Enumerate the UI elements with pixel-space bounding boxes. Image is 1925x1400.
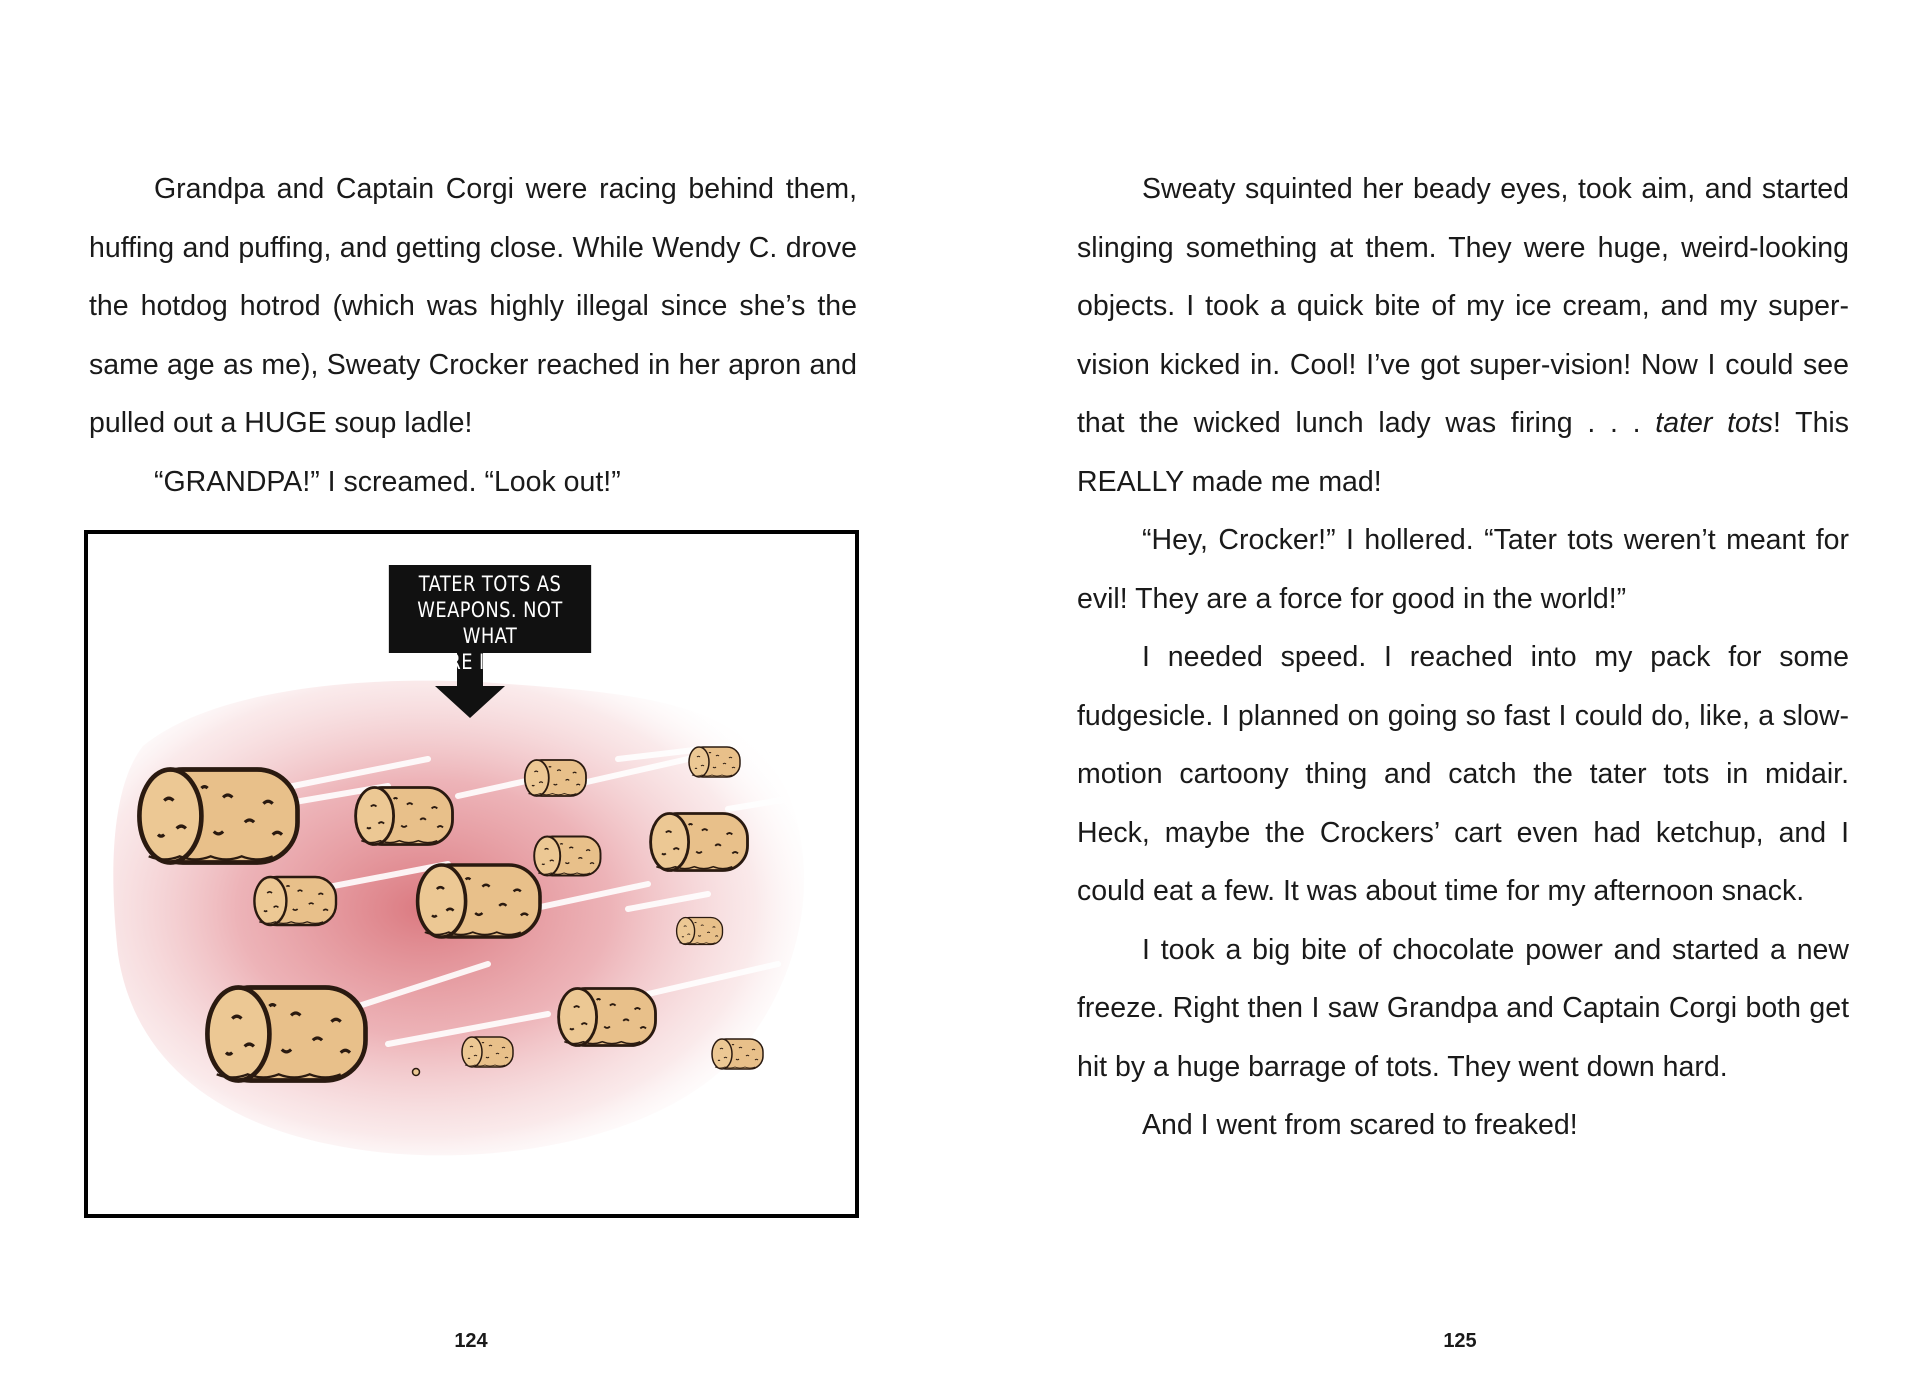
illustration-panel: [84, 530, 859, 1218]
paragraph: Grandpa and Captain Corgi were racing behind them, huffing and puffing, and getting close. While Wendy C. drove the hotdog hotrod (which was highly illegal since she’s the same age as me), Sweaty Crocker reached in her apron and pulled out a HUGE soup ladle!: [89, 173, 857, 439]
caption-box: [389, 565, 591, 674]
right-page: [962, 0, 1925, 1400]
caption-line: TATER TOTS AS: [418, 572, 562, 596]
paragraph: I took a big bite of chocolate power and started a new freeze. Right then I saw Grandpa and Captain Corgi both get hit by a huge barrage of tots. They went down hard.: [1077, 933, 1849, 1083]
paragraph: “GRANDPA!” I screamed. “Look out!”: [154, 465, 621, 498]
tater-tot: [418, 865, 540, 937]
tater-tot: [712, 1039, 763, 1069]
page-number: 124: [454, 1330, 488, 1352]
tater-tot: [525, 760, 586, 796]
emphasized-text: tater tots: [1655, 407, 1774, 439]
tater-tot: [677, 918, 723, 945]
page-number: 125: [1443, 1330, 1477, 1352]
caption-line: NATURE INTENDED.: [398, 650, 582, 674]
paragraph: Sweaty squinted her beady eyes, took aim, and started slinging something at them. They were huge, weird-looking objects. I took a quick bite of my ice cream, and my super-vision kicked in. Cool! I’ve got super-vision! Now I could see that the wicked lunch lady was firing . . . tater tots! This REALLY made me mad!: [1077, 173, 1849, 498]
caption-line: WEAPONS. NOT WHAT: [417, 598, 563, 648]
tater-tot: [689, 747, 740, 777]
paragraph: “Hey, Crocker!” I hollered. “Tater tots weren’t meant for evil! They are a force for good in the world!”: [1077, 524, 1849, 615]
tater-tot: [462, 1037, 513, 1067]
tater-tot: [534, 837, 600, 876]
paragraph: I needed speed. I reached into my pack for some fudgesicle. I planned on going so fast I could do, like, a slow-motion cartoony thing and catch the tater tots in midair. Heck, maybe the Crockers’ cart even had ketchup, and I could eat a few. It was about time for my afternoon snack.: [1077, 641, 1849, 907]
tater-tot: [139, 770, 297, 863]
paragraph: And I went from scared to freaked!: [1142, 1109, 1578, 1141]
left-page-text: [89, 160, 857, 511]
tater-tot: [356, 788, 453, 845]
tater-tot: [651, 814, 748, 871]
left-page: [0, 0, 962, 1400]
tater-tot: [207, 988, 365, 1081]
tater-tot: [254, 877, 336, 925]
right-page-text: [1077, 160, 1849, 1155]
tater-tot: [559, 989, 656, 1046]
crumb: [413, 1069, 420, 1076]
